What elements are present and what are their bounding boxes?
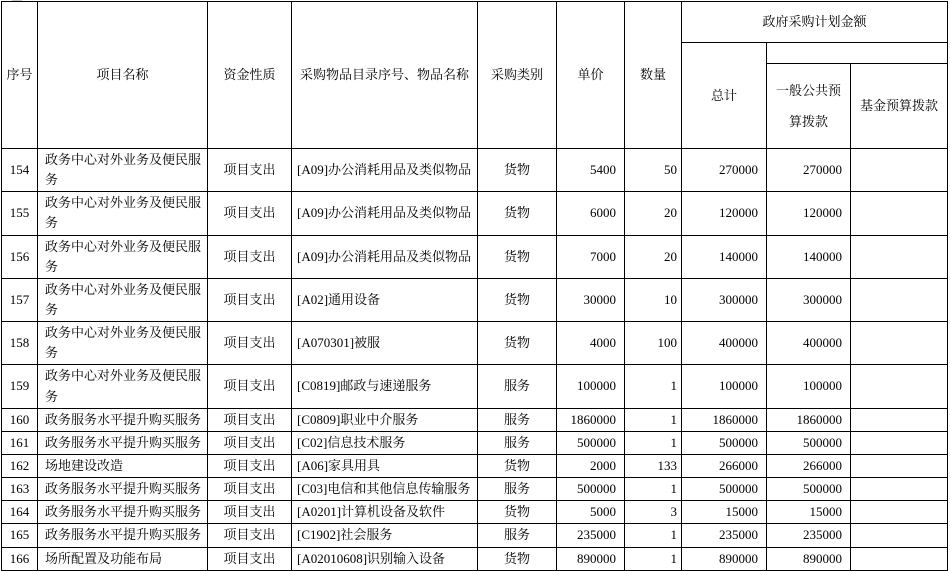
cell-serial: 156 <box>2 235 38 278</box>
cell-fund-nature: 项目支出 <box>208 408 292 431</box>
cell-quantity: 3 <box>625 501 682 524</box>
cell-total: 266000 <box>682 454 767 477</box>
cell-total: 1860000 <box>682 408 767 431</box>
cell-project-name: 政务中心对外业务及便民服务 <box>38 235 208 278</box>
cell-general-budget: 400000 <box>767 322 851 365</box>
cell-unit-price: 6000 <box>557 192 625 235</box>
cell-unit-price: 2000 <box>557 454 625 477</box>
cell-fund-budget <box>851 192 948 235</box>
cell-quantity: 1 <box>625 524 682 547</box>
cell-unit-price: 500000 <box>557 431 625 454</box>
cell-total: 235000 <box>682 524 767 547</box>
header-spacer-cell <box>767 43 948 64</box>
table-body <box>2 149 948 571</box>
cell-fund-nature: 项目支出 <box>208 454 292 477</box>
cell-fund-nature: 项目支出 <box>208 478 292 501</box>
table-row <box>2 322 948 365</box>
cell-category: 货物 <box>478 235 557 278</box>
table-row <box>2 478 948 501</box>
cell-fund-budget <box>851 408 948 431</box>
cell-fund-nature: 项目支出 <box>208 501 292 524</box>
cell-total: 140000 <box>682 235 767 278</box>
cell-fund-budget <box>851 524 948 547</box>
cell-category: 货物 <box>478 501 557 524</box>
cell-fund-budget <box>851 322 948 365</box>
cell-general-budget: 500000 <box>767 478 851 501</box>
cell-fund-nature: 项目支出 <box>208 365 292 408</box>
cell-fund-budget <box>851 235 948 278</box>
col-header-plan-amount-group: 政府采购计划金额 <box>682 2 948 43</box>
cell-project-name: 政务中心对外业务及便民服务 <box>38 192 208 235</box>
cell-serial: 159 <box>2 365 38 408</box>
cell-item-name: [A09]办公消耗用品及类似物品 <box>292 149 478 192</box>
cell-project-name: 政务中心对外业务及便民服务 <box>38 278 208 321</box>
table-row <box>2 365 948 408</box>
col-header-total: 总计 <box>682 43 767 149</box>
cell-unit-price: 30000 <box>557 278 625 321</box>
cell-total: 120000 <box>682 192 767 235</box>
cell-general-budget: 266000 <box>767 454 851 477</box>
cell-serial: 163 <box>2 478 38 501</box>
cell-unit-price: 100000 <box>557 365 625 408</box>
cell-general-budget: 235000 <box>767 524 851 547</box>
col-header-fund-budget: 基金预算拨款 <box>851 64 948 149</box>
cell-unit-price: 5000 <box>557 501 625 524</box>
cell-serial: 161 <box>2 431 38 454</box>
cell-item-name: [A070301]被服 <box>292 322 478 365</box>
cell-serial: 160 <box>2 408 38 431</box>
cell-category: 服务 <box>478 408 557 431</box>
cell-general-budget: 1860000 <box>767 408 851 431</box>
cell-serial: 158 <box>2 322 38 365</box>
cell-project-name: 场所配置及功能布局 <box>38 547 208 570</box>
cell-fund-budget <box>851 365 948 408</box>
cell-item-name: [A02]通用设备 <box>292 278 478 321</box>
cell-unit-price: 235000 <box>557 524 625 547</box>
cell-category: 货物 <box>478 149 557 192</box>
table-header <box>2 2 948 149</box>
cell-serial: 157 <box>2 278 38 321</box>
cell-category: 服务 <box>478 478 557 501</box>
cell-general-budget: 890000 <box>767 547 851 570</box>
cell-category: 服务 <box>478 431 557 454</box>
cell-category: 服务 <box>478 524 557 547</box>
cell-quantity: 100 <box>625 322 682 365</box>
cell-item-name: [C1902]社会服务 <box>292 524 478 547</box>
cell-project-name: 政务服务水平提升购买服务 <box>38 431 208 454</box>
table-row <box>2 501 948 524</box>
cell-item-name: [A0201]计算机设备及软件 <box>292 501 478 524</box>
cell-quantity: 1 <box>625 431 682 454</box>
cell-unit-price: 4000 <box>557 322 625 365</box>
col-header-unit-price: 单价 <box>557 2 625 149</box>
cell-fund-nature: 项目支出 <box>208 192 292 235</box>
cell-category: 货物 <box>478 454 557 477</box>
cell-general-budget: 140000 <box>767 235 851 278</box>
cell-fund-nature: 项目支出 <box>208 524 292 547</box>
cell-category: 货物 <box>478 278 557 321</box>
table-row <box>2 547 948 570</box>
col-header-serial: 序号 <box>2 2 38 149</box>
cell-general-budget: 500000 <box>767 431 851 454</box>
cell-serial: 154 <box>2 149 38 192</box>
cell-fund-budget <box>851 478 948 501</box>
cell-quantity: 1 <box>625 365 682 408</box>
table-row <box>2 278 948 321</box>
cell-unit-price: 890000 <box>557 547 625 570</box>
table-row <box>2 454 948 477</box>
table-row <box>2 408 948 431</box>
cell-project-name: 政务中心对外业务及便民服务 <box>38 149 208 192</box>
cell-total: 100000 <box>682 365 767 408</box>
cell-quantity: 1 <box>625 408 682 431</box>
cell-fund-budget <box>851 547 948 570</box>
cell-unit-price: 7000 <box>557 235 625 278</box>
cell-general-budget: 15000 <box>767 501 851 524</box>
cell-fund-nature: 项目支出 <box>208 235 292 278</box>
col-header-fund-nature: 资金性质 <box>208 2 292 149</box>
cell-category: 货物 <box>478 322 557 365</box>
table-row <box>2 192 948 235</box>
col-header-item-catalog: 采购物品目录序号、物品名称 <box>292 2 478 149</box>
header-row-top <box>2 2 948 43</box>
cell-fund-nature: 项目支出 <box>208 431 292 454</box>
col-header-project: 项目名称 <box>38 2 208 149</box>
cell-quantity: 133 <box>625 454 682 477</box>
cell-quantity: 50 <box>625 149 682 192</box>
cell-serial: 155 <box>2 192 38 235</box>
cell-total: 400000 <box>682 322 767 365</box>
cell-fund-budget <box>851 278 948 321</box>
cell-quantity: 20 <box>625 192 682 235</box>
cell-fund-nature: 项目支出 <box>208 149 292 192</box>
cell-item-name: [C0819]邮政与速递服务 <box>292 365 478 408</box>
cell-general-budget: 270000 <box>767 149 851 192</box>
cell-general-budget: 120000 <box>767 192 851 235</box>
cell-unit-price: 5400 <box>557 149 625 192</box>
cell-unit-price: 500000 <box>557 478 625 501</box>
cell-fund-budget <box>851 501 948 524</box>
cell-total: 500000 <box>682 431 767 454</box>
table-row <box>2 524 948 547</box>
col-header-category: 采购类别 <box>478 2 557 149</box>
cell-fund-nature: 项目支出 <box>208 278 292 321</box>
cell-project-name: 政务服务水平提升购买服务 <box>38 501 208 524</box>
cell-category: 货物 <box>478 547 557 570</box>
cell-project-name: 政务中心对外业务及便民服务 <box>38 365 208 408</box>
cell-serial: 164 <box>2 501 38 524</box>
cell-quantity: 1 <box>625 478 682 501</box>
cell-quantity: 10 <box>625 278 682 321</box>
cell-serial: 165 <box>2 524 38 547</box>
cell-fund-budget <box>851 454 948 477</box>
cell-total: 890000 <box>682 547 767 570</box>
cell-project-name: 政务服务水平提升购买服务 <box>38 408 208 431</box>
cell-quantity: 20 <box>625 235 682 278</box>
table-row <box>2 431 948 454</box>
cell-total: 15000 <box>682 501 767 524</box>
cell-total: 300000 <box>682 278 767 321</box>
cell-item-name: [A09]办公消耗用品及类似物品 <box>292 235 478 278</box>
cell-fund-nature: 项目支出 <box>208 322 292 365</box>
cell-item-name: [A02010608]识别输入设备 <box>292 547 478 570</box>
cell-item-name: [C0809]职业中介服务 <box>292 408 478 431</box>
cell-quantity: 1 <box>625 547 682 570</box>
cell-category: 货物 <box>478 192 557 235</box>
cell-unit-price: 1860000 <box>557 408 625 431</box>
cell-total: 500000 <box>682 478 767 501</box>
cell-item-name: [C02]信息技术服务 <box>292 431 478 454</box>
col-header-quantity: 数量 <box>625 2 682 149</box>
cell-fund-budget <box>851 431 948 454</box>
cell-general-budget: 100000 <box>767 365 851 408</box>
cell-serial: 166 <box>2 547 38 570</box>
cell-project-name: 场地建设改造 <box>38 454 208 477</box>
cell-item-name: [A09]办公消耗用品及类似物品 <box>292 192 478 235</box>
cell-project-name: 政务中心对外业务及便民服务 <box>38 322 208 365</box>
cell-item-name: [A06]家具用具 <box>292 454 478 477</box>
cell-serial: 162 <box>2 454 38 477</box>
cell-general-budget: 300000 <box>767 278 851 321</box>
col-header-general-budget: 一般公共预算拨款 <box>767 64 851 149</box>
cell-project-name: 政务服务水平提升购买服务 <box>38 478 208 501</box>
procurement-plan-table <box>1 1 948 571</box>
cell-fund-budget <box>851 149 948 192</box>
cell-category: 服务 <box>478 365 557 408</box>
cell-total: 270000 <box>682 149 767 192</box>
table-row <box>2 235 948 278</box>
cell-project-name: 政务服务水平提升购买服务 <box>38 524 208 547</box>
cell-fund-nature: 项目支出 <box>208 547 292 570</box>
cell-item-name: [C03]电信和其他信息传输服务 <box>292 478 478 501</box>
table-row <box>2 149 948 192</box>
